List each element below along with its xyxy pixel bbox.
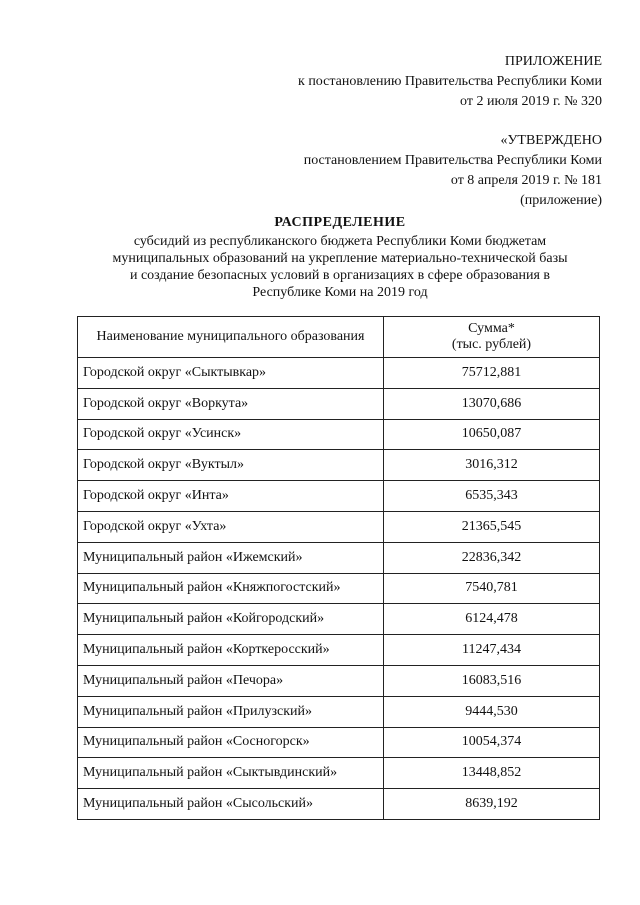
subsidy-amount: 13070,686 bbox=[384, 388, 600, 419]
table-row bbox=[78, 419, 600, 450]
page-title: РАСПРЕДЕЛЕНИЕ bbox=[274, 215, 406, 230]
appendix-title: ПРИЛОЖЕНИЕ bbox=[504, 54, 602, 69]
municipality-name: Городской округ «Ухта» bbox=[78, 511, 384, 542]
subsidy-amount: 10650,087 bbox=[384, 419, 600, 450]
municipality-name: Городской округ «Сыктывкар» bbox=[78, 358, 384, 389]
approval-header bbox=[304, 131, 602, 211]
table-body bbox=[78, 358, 600, 820]
distribution-table bbox=[77, 316, 600, 820]
table-row bbox=[78, 727, 600, 758]
column-header-sum bbox=[384, 317, 600, 358]
appendix-reference: к постановлению Правительства Республики Коми bbox=[298, 74, 602, 89]
table-row bbox=[78, 789, 600, 820]
column-header-sum-title: Сумма* bbox=[468, 321, 515, 336]
table-row bbox=[78, 635, 600, 666]
municipality-name: Муниципальный район «Прилузский» bbox=[78, 696, 384, 727]
municipality-name: Городской округ «Инта» bbox=[78, 481, 384, 512]
subsidy-amount: 7540,781 bbox=[384, 573, 600, 604]
subsidy-amount: 13448,852 bbox=[384, 758, 600, 789]
subsidy-amount: 22836,342 bbox=[384, 542, 600, 573]
subsidy-amount: 9444,530 bbox=[384, 696, 600, 727]
subtitle-line: муниципальных образований на укрепление материально-технической базы bbox=[112, 251, 568, 266]
table-row bbox=[78, 511, 600, 542]
subsidy-amount: 3016,312 bbox=[384, 450, 600, 481]
table-row bbox=[78, 696, 600, 727]
municipality-name: Муниципальный район «Сосногорск» bbox=[78, 727, 384, 758]
subsidy-amount: 10054,374 bbox=[384, 727, 600, 758]
table-row bbox=[78, 481, 600, 512]
municipality-name: Муниципальный район «Печора» bbox=[78, 665, 384, 696]
table-row bbox=[78, 450, 600, 481]
municipality-name: Муниципальный район «Сысольский» bbox=[78, 789, 384, 820]
subsidy-amount: 75712,881 bbox=[384, 358, 600, 389]
table-row bbox=[78, 758, 600, 789]
subsidy-amount: 6124,478 bbox=[384, 604, 600, 635]
municipality-name: Муниципальный район «Койгородский» bbox=[78, 604, 384, 635]
municipality-name: Муниципальный район «Княжпогостский» bbox=[78, 573, 384, 604]
approval-date: от 8 апреля 2019 г. № 181 bbox=[450, 173, 602, 188]
subtitle-line: и создание безопасных условий в организациях в сфере образования в bbox=[129, 268, 551, 283]
municipality-name: Муниципальный район «Сыктывдинский» bbox=[78, 758, 384, 789]
subsidy-amount: 8639,192 bbox=[384, 789, 600, 820]
approval-note: (приложение) bbox=[520, 193, 602, 208]
municipality-name: Городской округ «Усинск» bbox=[78, 419, 384, 450]
subtitle-line: субсидий из республиканского бюджета Республики Коми бюджетам bbox=[133, 234, 547, 249]
table-row bbox=[78, 604, 600, 635]
table-row bbox=[78, 665, 600, 696]
appendix-date: от 2 июля 2019 г. № 320 bbox=[460, 94, 602, 109]
approval-title: «УТВЕРЖДЕНО bbox=[500, 133, 602, 148]
table-row bbox=[78, 358, 600, 389]
document-title bbox=[80, 214, 600, 301]
municipality-name: Муниципальный район «Корткеросский» bbox=[78, 635, 384, 666]
column-header-sum-unit: (тыс. рублей) bbox=[451, 337, 532, 352]
subsidy-amount: 6535,343 bbox=[384, 481, 600, 512]
municipality-name: Городской округ «Воркута» bbox=[78, 388, 384, 419]
municipality-name: Городской округ «Вуктыл» bbox=[78, 450, 384, 481]
table-row bbox=[78, 573, 600, 604]
approval-reference: постановлением Правительства Республики Коми bbox=[303, 153, 602, 168]
subsidy-amount: 21365,545 bbox=[384, 511, 600, 542]
column-header-name: Наименование муниципального образования bbox=[78, 317, 384, 358]
municipality-name: Муниципальный район «Ижемский» bbox=[78, 542, 384, 573]
appendix-header bbox=[298, 52, 602, 112]
table-row bbox=[78, 388, 600, 419]
table-header-row bbox=[78, 317, 600, 358]
subsidy-amount: 11247,434 bbox=[384, 635, 600, 666]
subtitle-line: Республике Коми на 2019 год bbox=[252, 285, 428, 300]
table-row bbox=[78, 542, 600, 573]
subsidy-amount: 16083,516 bbox=[384, 665, 600, 696]
